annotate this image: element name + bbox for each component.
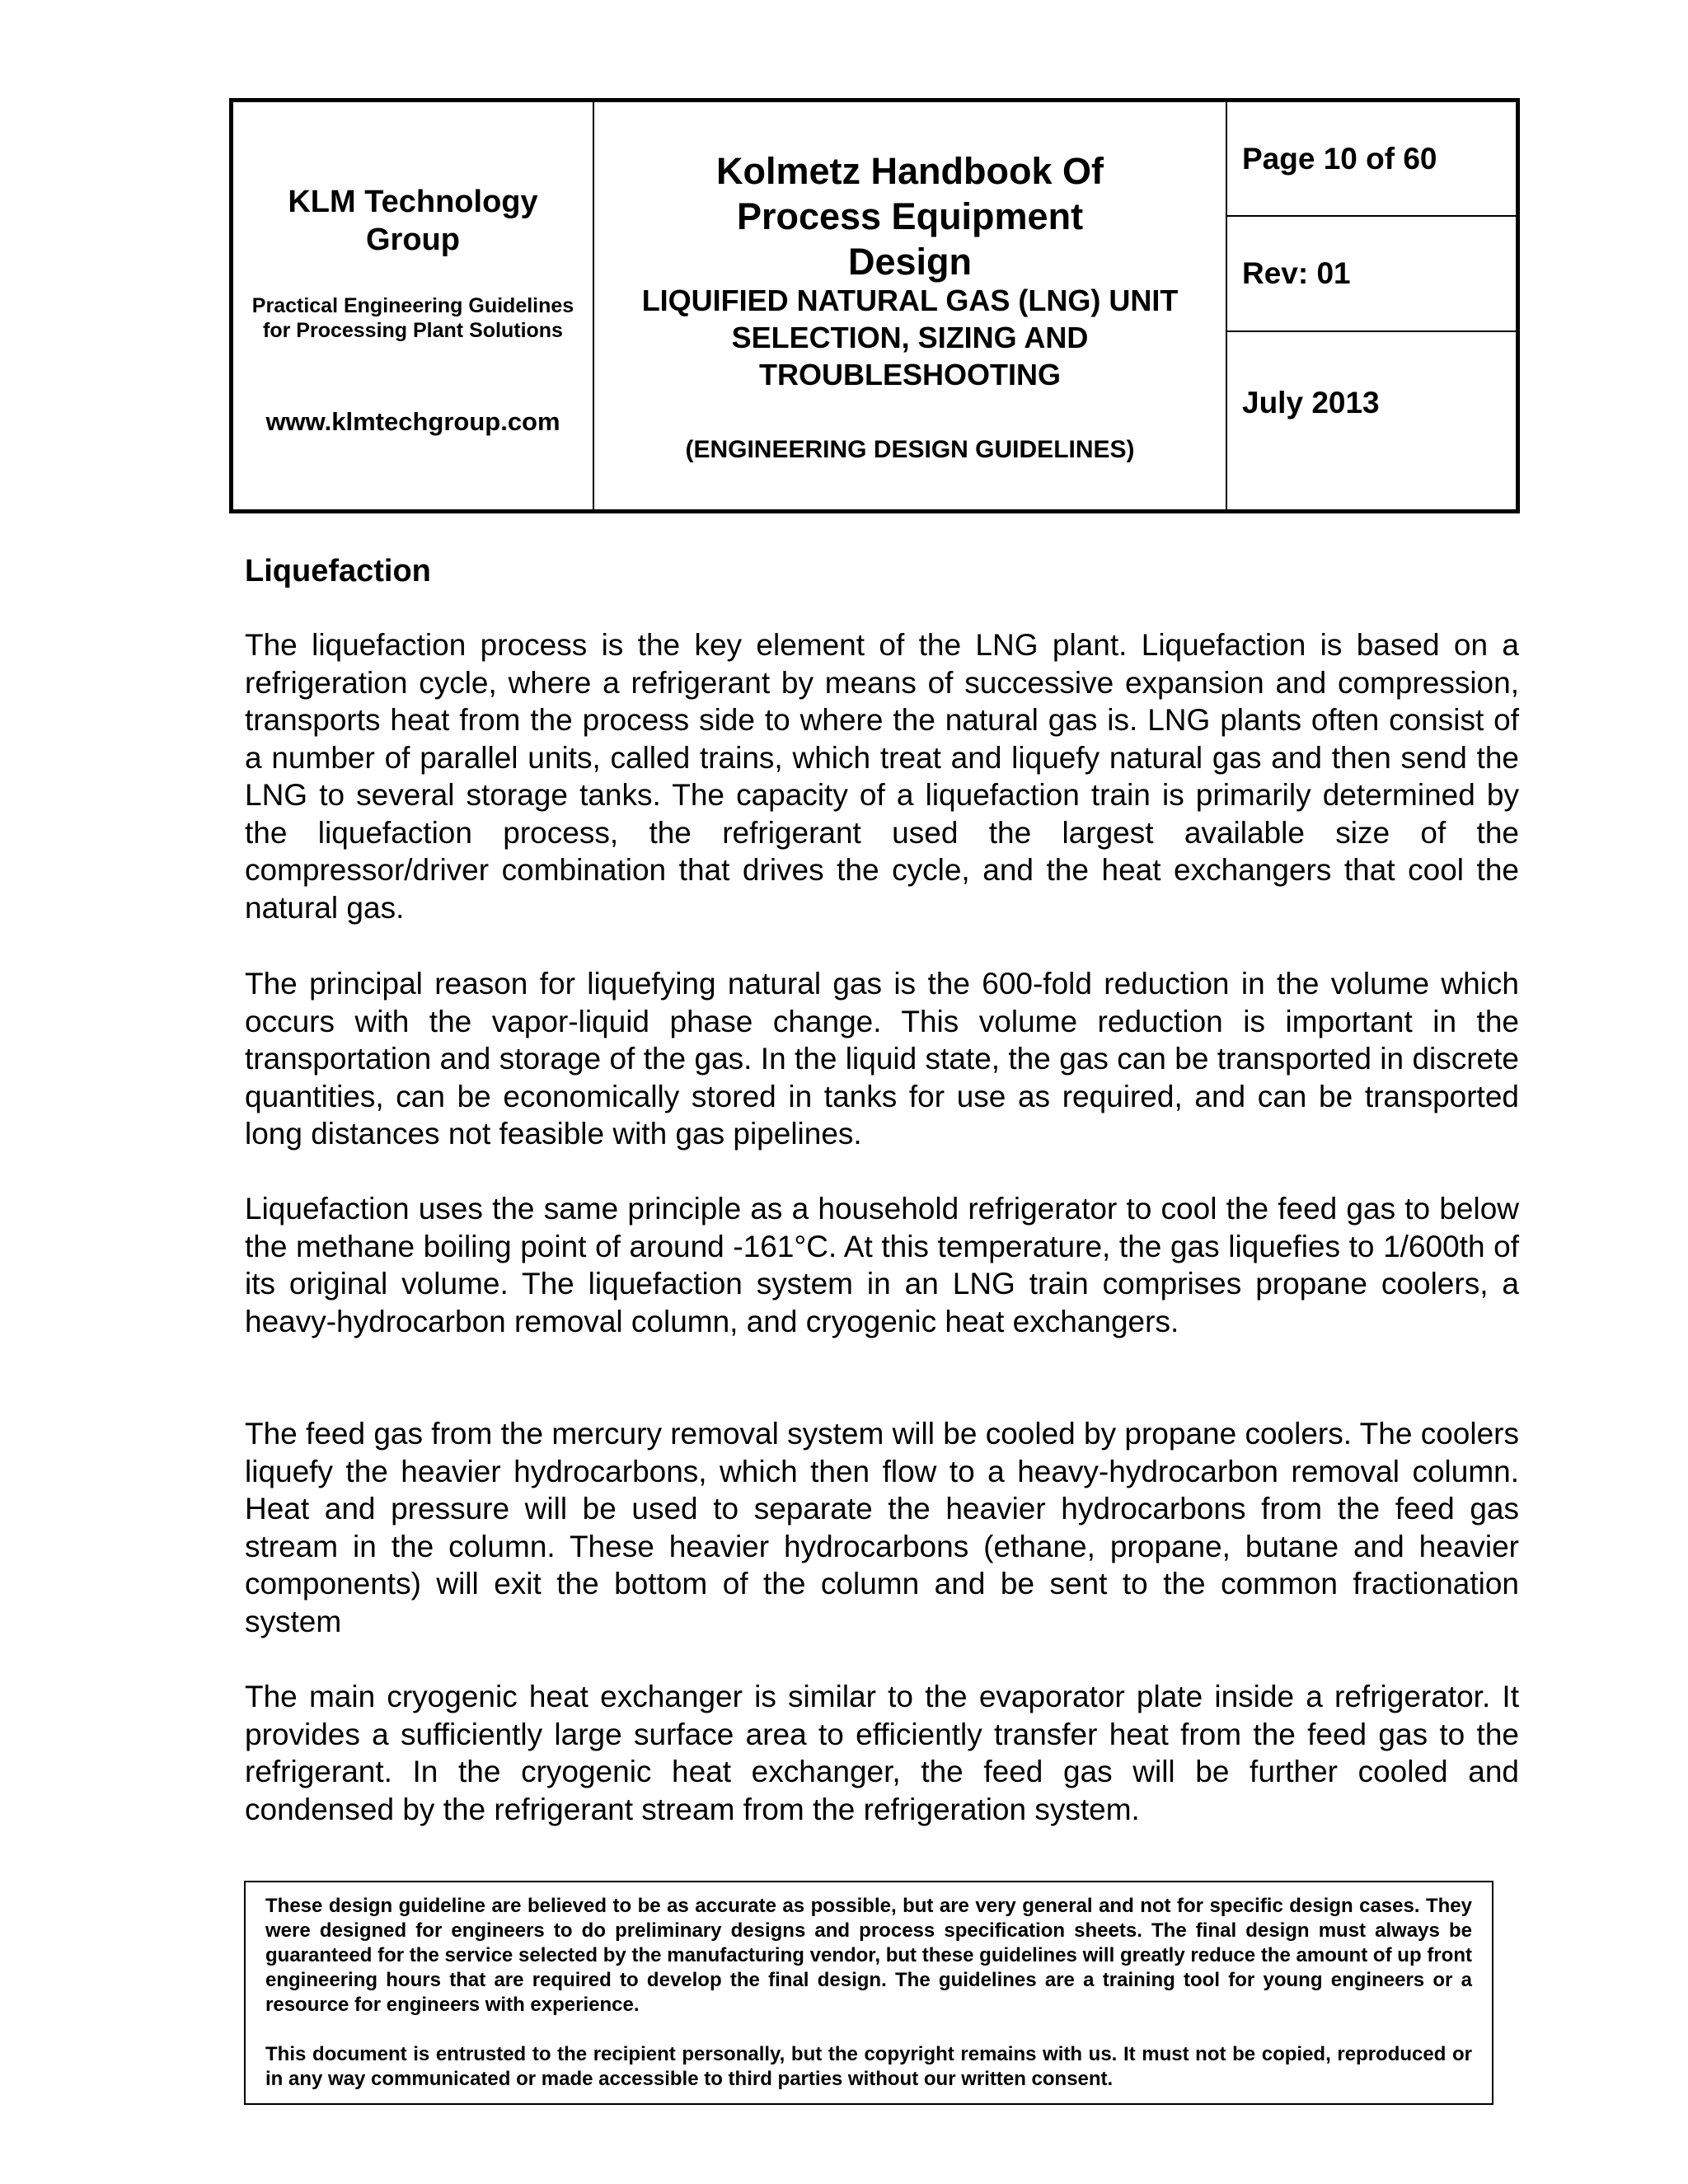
company-name: KLM Technology Group xyxy=(288,185,538,257)
paragraph: The principal reason for liquefying natural gas is the 600-fold reduction in the volume which occurs with the vapor-liquid phase change. This volume reduction is important in the transportation and storage of the gas. In the liquid state, the gas can be transported in discrete quantities, can be economically stored in tanks for use as required, and can be transported long distances not feasible with gas pipelines. xyxy=(245,967,1519,1151)
paragraph: The feed gas from the mercury removal system will be cooled by propane coolers. The coolers liquefy the heavier hydrocarbons, which then flow to a heavy-hydrocarbon removal column. Heat and pressure will be used to separate the heavier hydrocarbons from the feed gas stream in the column. These heavier hydrocarbons (ethane, propane, butane and heavier components) will exit the bottom of the column and be sent to the common fractionation system xyxy=(245,1417,1519,1638)
handbook-title: Kolmetz Handbook Of Process Equipment Design xyxy=(716,150,1104,283)
document-header xyxy=(229,98,1520,513)
document-date: July 2013 xyxy=(1242,386,1380,419)
disclaimer-text: These design guideline are believed to be as accurate as possible, but are very general and not for specific design cases. They were designed for engineers to do preliminary designs and process specification sheets. The final design must always be guaranteed for the service selected by the manufacturing vendor, but these guidelines will greatly reduce the amount of up front engineering hours that are required to develop the final design. The guidelines are a training tool for young engineers or a resource for engineers with experience. xyxy=(265,1895,1472,2016)
revision-cell xyxy=(1227,217,1516,332)
header-company-cell xyxy=(233,102,594,509)
page-number-cell xyxy=(1227,102,1516,217)
disclaimer-box xyxy=(244,1881,1493,2105)
document-title: LIQUIFIED NATURAL GAS (LNG) UNIT SELECTION, SIZING AND TROUBLESHOOTING xyxy=(641,284,1179,391)
copyright-notice: This document is entrusted to the recipient personally, but the copyright remains with us. It must not be copied, reproduced or in any way communicated or made accessible to third parties without our written consent. xyxy=(265,2043,1472,2090)
paragraph: The liquefaction process is the key element of the LNG plant. Liquefaction is based on a refrigeration cycle, where a refrigerant by means of successive expansion and compression, transports heat from the process side to where the natural gas is. LNG plants often consist of a number of parallel units, called trains, which treat and liquefy natural gas and then send the LNG to several storage tanks. The capacity of a liquefaction train is primarily determined by the liquefaction process, the refrigerant used the largest available size of the compressor/driver combination that drives the cycle, and the heat exchangers that cool the natural gas. xyxy=(245,628,1519,925)
paragraph: Liquefaction uses the same principle as a household refrigerator to cool the feed gas to below the methane boiling point of around -161°C. At this temperature, the gas liquefies to 1/600th of its original volume. The liquefaction system in an LNG train comprises propane coolers, a heavy-hydrocarbon removal column, and cryogenic heat exchangers. xyxy=(245,1192,1519,1338)
document-subtitle: (ENGINEERING DESIGN GUIDELINES) xyxy=(685,436,1135,463)
company-website: www.klmtechgroup.com xyxy=(265,407,560,436)
section-heading: Liquefaction xyxy=(245,554,431,588)
revision: Rev: 01 xyxy=(1242,256,1351,290)
paragraph: The main cryogenic heat exchanger is similar to the evaporator plate inside a refrigerator. It provides a sufficiently large surface area to efficiently transfer heat from the feed gas to the refrigerant. In the cryogenic heat exchanger, the feed gas will be further cooled and condensed by the refrigerant stream from the refrigeration system. xyxy=(245,1680,1519,1826)
company-tagline: Practical Engineering Guidelines for Processing Plant Solutions xyxy=(251,294,574,342)
page-number: Page 10 of 60 xyxy=(1242,142,1437,176)
header-meta-cell xyxy=(1227,102,1516,509)
header-title-cell xyxy=(594,102,1227,509)
date-cell xyxy=(1227,332,1516,509)
